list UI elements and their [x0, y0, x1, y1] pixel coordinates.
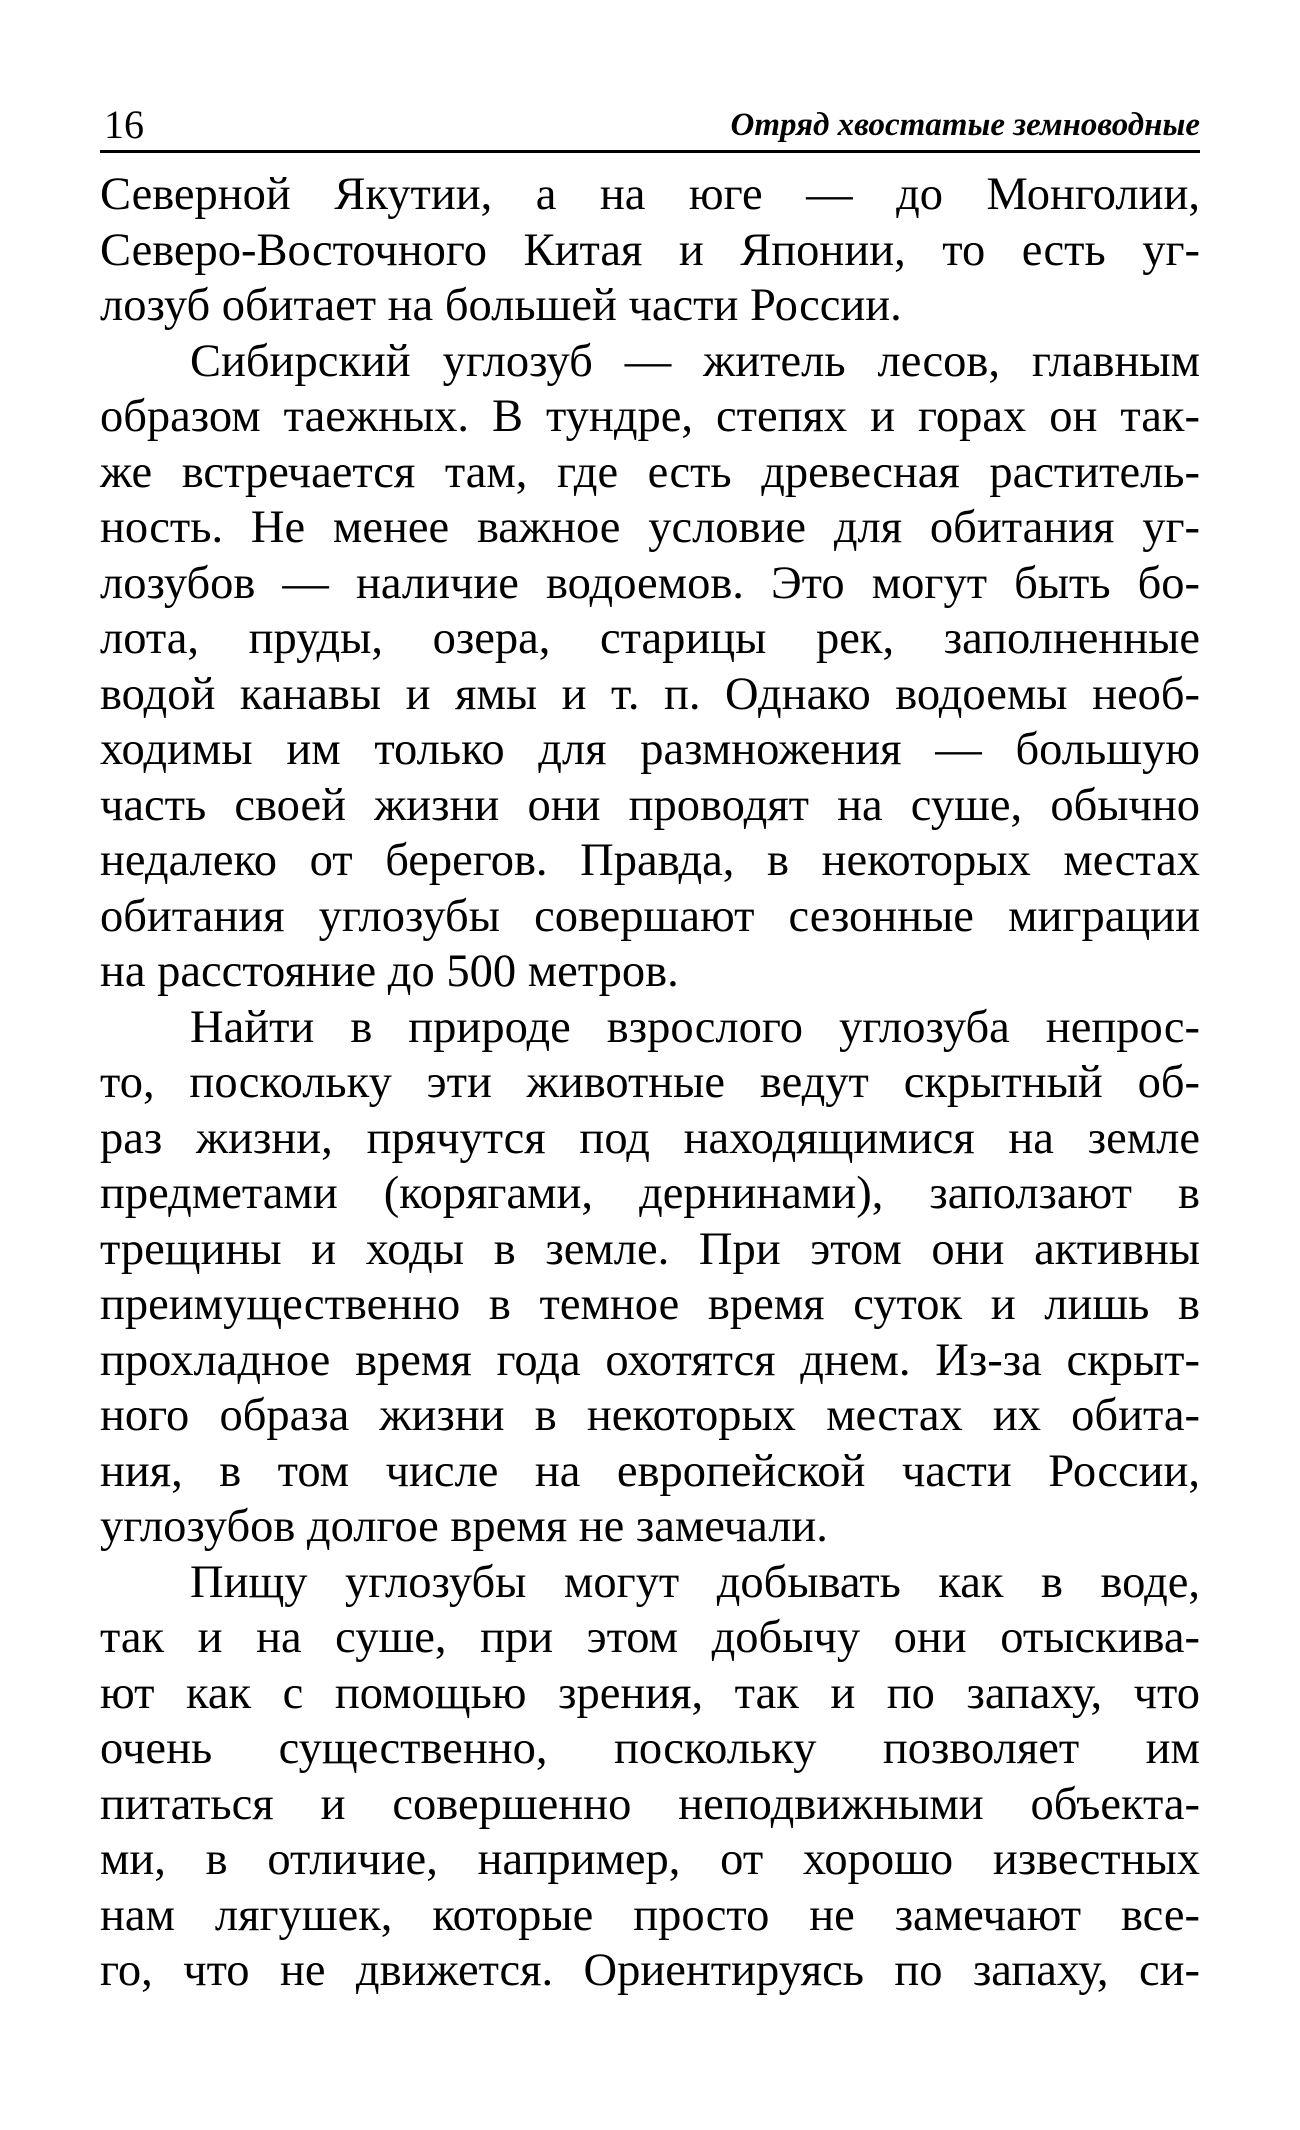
text-line: недалеко от берегов. Правда, в некоторых местах — [100, 835, 1200, 886]
text-line: питаться и совершенно неподвижными объекта- — [100, 1778, 1200, 1830]
text-line: ют как с помощью зрения, так и по запаху, что — [100, 1667, 1200, 1719]
text-line: раз жизни, прячутся под находящимися на земле — [100, 1112, 1200, 1164]
text-line: ния, в том числе на европейской части России, — [100, 1445, 1200, 1497]
book-page — [100, 90, 1200, 1999]
page-number: 16 — [104, 102, 144, 147]
text-line: лота, пруды, озера, старицы рек, заполненные — [100, 613, 1200, 664]
text-line: же встречается там, где есть древесная раститель- — [100, 446, 1200, 498]
text-line: ми, в отличие, например, от хорошо известных — [100, 1834, 1200, 1885]
text-line: ного образа жизни в некоторых местах их обита- — [100, 1390, 1200, 1441]
text-line: го, что не движется. Ориентируясь по запаху, си- — [100, 1945, 1200, 1996]
text-line: лозуб обитает на большей части России. — [100, 280, 902, 331]
text-line: лозубов — наличие водоемов. Это могут быть бо- — [100, 557, 1200, 609]
text-line: Пищу углозубы могут добывать как в воде, — [190, 1556, 1200, 1608]
running-head — [100, 90, 1200, 153]
text-line: прохладное время года охотятся днем. Из-за скрыт- — [100, 1334, 1200, 1386]
body-text — [100, 167, 1200, 1999]
text-line: Северо-Восточного Китая и Японии, то есть уг- — [100, 224, 1200, 276]
text-line: образом таежных. В тундре, степях и горах он так- — [100, 391, 1200, 442]
text-line: то, поскольку эти животные ведут скрытный об- — [100, 1057, 1200, 1108]
text-line: так и на суше, при этом добычу они отыскива- — [100, 1612, 1200, 1663]
text-line: Найти в природе взрослого углозуба непрос- — [190, 1001, 1200, 1053]
text-line: очень существенно, поскольку позволяет им — [100, 1723, 1200, 1774]
text-line: ность. Не менее важное условие для обитания уг- — [100, 502, 1200, 553]
text-line: на расстояние до 500 метров. — [100, 946, 679, 997]
text-line: преимущественно в темное время суток и лишь в — [100, 1279, 1200, 1330]
text-line: нам лягушек, которые просто не замечают все- — [100, 1889, 1200, 1941]
text-line: Северной Якутии, а на юге — до Монголии, — [100, 169, 1200, 220]
text-line: водой канавы и ямы и т. п. Однако водоемы необ- — [100, 668, 1200, 720]
section-title: Отряд хвостатые земноводные — [730, 107, 1200, 143]
text-line: углозубов долгое время не замечали. — [100, 1501, 828, 1552]
text-line: часть своей жизни они проводят на суше, обычно — [100, 779, 1200, 831]
text-line: ходимы им только для размножения — большую — [100, 724, 1200, 775]
text-line: трещины и ходы в земле. При этом они активны — [100, 1223, 1200, 1275]
text-line: предметами (корягами, дернинами), заползают в — [100, 1168, 1200, 1219]
text-line: обитания углозубы совершают сезонные миграции — [100, 890, 1200, 942]
text-line: Сибирский углозуб — житель лесов, главным — [190, 335, 1200, 387]
